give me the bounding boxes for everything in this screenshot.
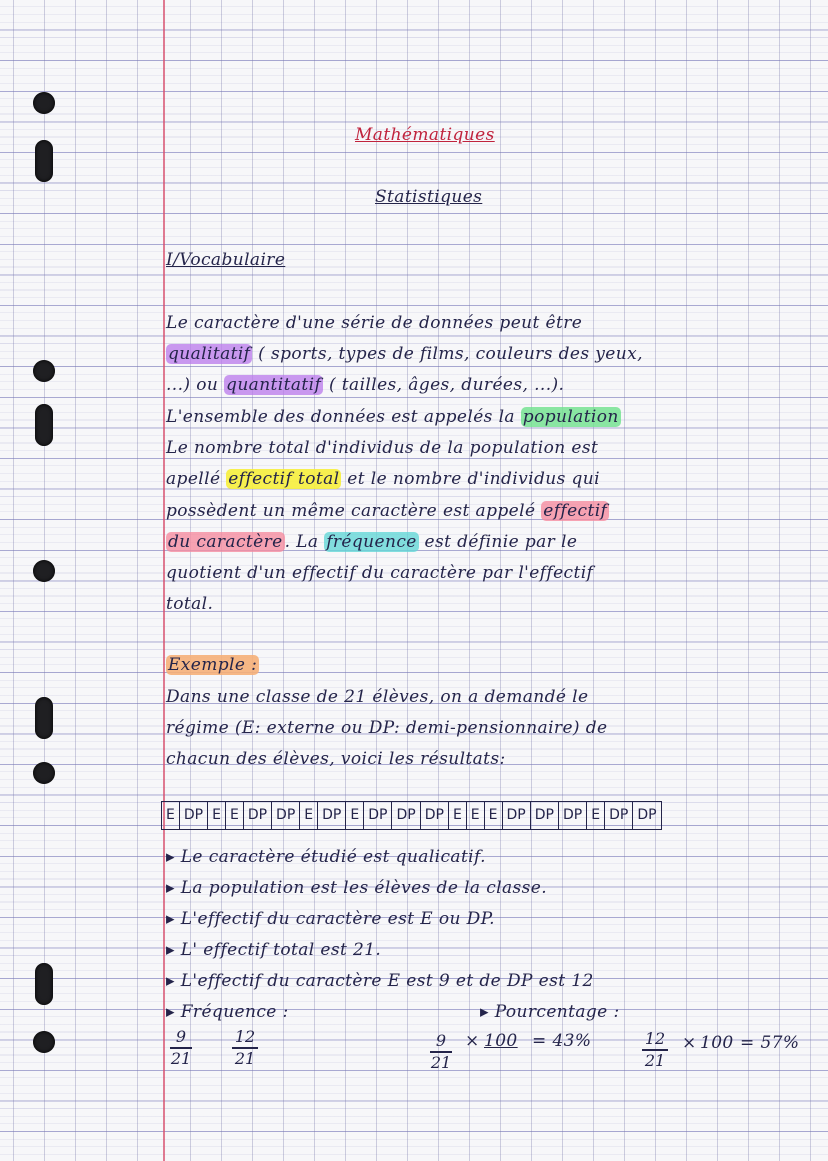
pct-e-hundred: 100 [484,1031,518,1051]
highlight-effectif-total: effectif total [228,469,340,489]
pct-dp-hundred: 100 [700,1033,734,1053]
subject-title: Mathématiques [355,125,495,145]
frequence-label: ▸ Fréquence : [166,1002,289,1022]
text-line: apellé effectif total et le nombre d'individus qui [166,469,600,489]
results-cell: E [226,802,244,829]
pourcentage-label: ▸ Pourcentage : [480,1002,620,1022]
punch-hole [35,963,53,1005]
fraction-pct-e: 9 21 [430,1031,452,1072]
text-line: Le nombre total d'individus de la population est [166,438,599,458]
punch-hole [35,404,53,446]
results-cell: DP [244,802,272,829]
text-line: ...) ou quantitatif ( tailles, âges, durées, ...). [166,375,565,395]
results-cell: DP [531,802,559,829]
results-cell: DP [364,802,392,829]
results-cell: E [162,802,180,829]
punch-hole [33,360,55,382]
punch-hole [35,140,53,182]
results-table [161,801,662,830]
results-cell: DP [503,802,531,829]
bullet-line: ▸ La population est les élèves de la classe. [166,878,548,898]
highlight-quantitatif: quantitatif [226,375,322,395]
highlight-du-caractere: du caractère [168,532,283,552]
punch-hole [33,762,55,784]
results-cell: DP [559,802,587,829]
results-cell: E [346,802,364,829]
pct-dp-result: = 57% [740,1033,800,1053]
results-cell: E [485,802,503,829]
example-intro-line: Dans une classe de 21 élèves, on a demandé le [166,687,589,707]
pct-dp-times: × [682,1033,697,1053]
bullet-line: ▸ Le caractère étudié est qualicatif. [166,847,486,867]
results-cell: DP [421,802,449,829]
results-cell: E [467,802,485,829]
section-title: I/Vocabulaire [166,250,286,270]
pct-e-result: = 43% [532,1031,592,1051]
results-cell: DP [318,802,346,829]
results-cell: E [208,802,226,829]
highlight-qualitatif: qualitatif [168,344,251,364]
chapter-title: Statistiques [375,187,483,207]
results-cell: E [300,802,318,829]
text-line: du caractère . La fréquence est définie par le [168,532,578,552]
bullet-line: ▸ L'effectif du caractère E est 9 et de DP est 12 [166,971,594,991]
results-cell: DP [605,802,633,829]
fraction-pct-dp: 12 21 [642,1030,668,1070]
punch-hole [35,697,53,739]
margin-line [163,0,165,1161]
results-cell: DP [392,802,420,829]
example-intro-line: régime (E: externe ou DP: demi-pensionnaire) de [166,718,608,738]
results-cell: E [449,802,467,829]
text-line: qualitatif ( sports, types de films, couleurs des yeux, [168,344,643,364]
text-line: L'ensemble des données est appelés la population [166,407,619,427]
fraction-freq-dp: 12 21 [232,1028,258,1068]
pct-e-times: × [465,1031,480,1051]
punch-hole [33,92,55,114]
bullet-line: ▸ L'effectif du caractère est E ou DP. [166,909,495,929]
fraction-freq-e: 9 21 [170,1027,192,1068]
text-line: quotient d'un effectif du caractère par l'effectif [166,563,594,583]
text-line: possèdent un même caractère est appelé effectif [166,501,608,521]
bullet-line: ▸ L' effectif total est 21. [166,940,382,960]
text-line: total. [166,594,214,614]
example-label: Exemple : [168,655,258,675]
results-cell: DP [272,802,300,829]
results-cell: DP [180,802,208,829]
punch-hole [33,1031,55,1053]
highlight-frequence: fréquence [326,532,417,552]
results-cell: E [587,802,605,829]
example-intro-line: chacun des élèves, voici les résultats: [166,749,506,769]
highlight-population: population [522,407,619,427]
highlight-effectif: effectif [543,501,608,521]
results-cell: DP [637,807,657,823]
text-line: Le caractère d'une série de données peut être [166,313,583,333]
punch-hole [33,560,55,582]
